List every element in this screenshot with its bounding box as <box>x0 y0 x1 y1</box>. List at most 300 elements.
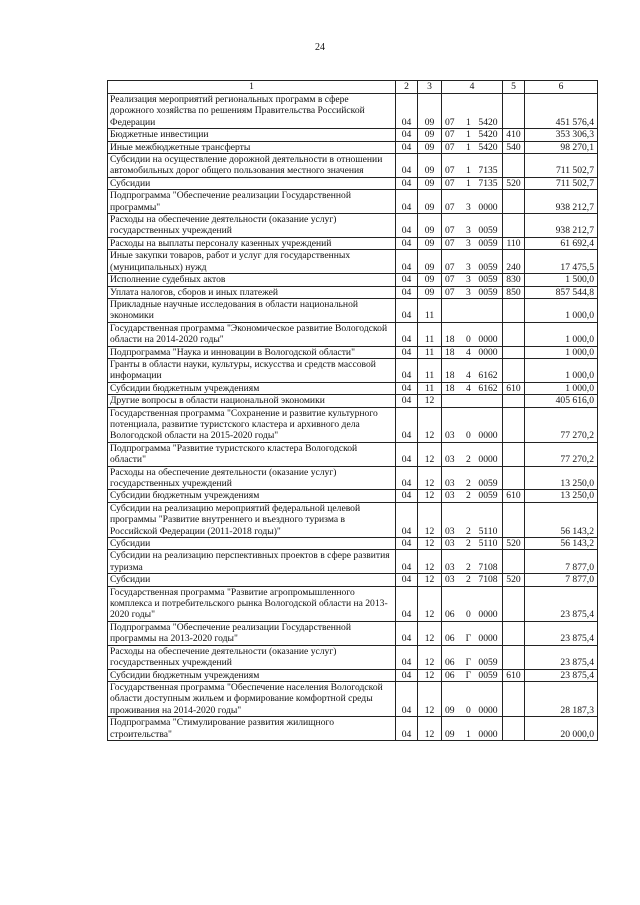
target-article-code <box>442 645 503 669</box>
expense-type-code <box>503 298 525 322</box>
amount: 23 875,4 <box>525 621 598 645</box>
subsection-code: 11 <box>418 358 442 382</box>
subprogram-code: 4 <box>465 346 471 358</box>
target-article-code <box>442 574 503 586</box>
table-row <box>108 141 598 153</box>
program-code: 07 <box>445 274 455 286</box>
direction-code: 0000 <box>478 609 498 621</box>
direction-code: 6162 <box>478 382 498 394</box>
table-row <box>108 407 598 442</box>
table-row <box>108 177 598 189</box>
expense-type-code <box>503 466 525 490</box>
amount: 1 000,0 <box>525 346 598 358</box>
item-name: Подпрограмма "Развитие туристского кластера Вологодской области" <box>108 442 396 466</box>
section-code: 04 <box>396 669 418 681</box>
header-row <box>108 81 598 94</box>
item-name: Иные закупки товаров, работ и услуг для государственных (муниципальных) нужд <box>108 250 396 274</box>
program-code: 07 <box>445 261 455 273</box>
header-col-4: 4 <box>442 81 503 94</box>
subsection-code: 09 <box>418 154 442 178</box>
subsection-code: 12 <box>418 717 442 741</box>
section-code: 04 <box>396 177 418 189</box>
subprogram-code: 4 <box>465 370 471 382</box>
program-code: 06 <box>445 609 455 621</box>
header-col-3: 3 <box>418 81 442 94</box>
subsection-code: 12 <box>418 550 442 574</box>
subprogram-code: 1 <box>465 728 471 740</box>
subprogram-code: 2 <box>465 561 471 573</box>
target-article-code <box>442 286 503 298</box>
item-name: Субсидии <box>108 574 396 586</box>
amount: 1 000,0 <box>525 358 598 382</box>
section-code: 04 <box>396 395 418 407</box>
direction-code: 0000 <box>478 728 498 740</box>
target-article-code <box>442 382 503 394</box>
expense-type-code: 850 <box>503 286 525 298</box>
subsection-code: 11 <box>418 298 442 322</box>
amount: 7 877,0 <box>525 574 598 586</box>
section-code: 04 <box>396 190 418 214</box>
section-code: 04 <box>396 250 418 274</box>
subsection-code: 09 <box>418 250 442 274</box>
expense-type-code <box>503 407 525 442</box>
table-row <box>108 382 598 394</box>
subsection-code: 09 <box>418 190 442 214</box>
table-body <box>108 94 598 741</box>
target-article-code <box>442 141 503 153</box>
subsection-code: 11 <box>418 346 442 358</box>
direction-code: 0059 <box>478 669 498 681</box>
program-code: 03 <box>445 538 455 550</box>
subprogram-code: 3 <box>465 286 471 298</box>
program-code: 03 <box>445 430 455 442</box>
amount: 1 000,0 <box>525 298 598 322</box>
program-code: 18 <box>445 346 455 358</box>
program-code: 06 <box>445 633 455 645</box>
item-name: Подпрограмма "Обеспечение реализации Государственной программы на 2013-2020 годы" <box>108 621 396 645</box>
direction-code: 0059 <box>478 225 498 237</box>
table-row <box>108 538 598 550</box>
section-code: 04 <box>396 94 418 129</box>
expense-type-code <box>503 621 525 645</box>
subprogram-code: 1 <box>465 165 471 177</box>
direction-code: 0000 <box>478 454 498 466</box>
amount: 13 250,0 <box>525 490 598 502</box>
item-name: Расходы на обеспечение деятельности (оказание услуг) государственных учреждений <box>108 466 396 490</box>
table-row <box>108 645 598 669</box>
program-code: 07 <box>445 225 455 237</box>
section-code: 04 <box>396 550 418 574</box>
expense-type-code: 110 <box>503 237 525 249</box>
expense-type-code: 610 <box>503 382 525 394</box>
subsection-code: 09 <box>418 177 442 189</box>
subprogram-code: 0 <box>465 430 471 442</box>
direction-code: 0059 <box>478 237 498 249</box>
section-code: 04 <box>396 407 418 442</box>
subsection-code: 12 <box>418 538 442 550</box>
item-name: Подпрограмма "Наука и инновации в Вологодской области" <box>108 346 396 358</box>
target-article-code <box>442 669 503 681</box>
table-row <box>108 586 598 621</box>
expense-type-code: 610 <box>503 490 525 502</box>
program-code: 07 <box>445 177 455 189</box>
item-name: Прикладные научные исследования в области национальной экономики <box>108 298 396 322</box>
item-name: Субсидии <box>108 177 396 189</box>
table-row <box>108 466 598 490</box>
direction-code: 0000 <box>478 633 498 645</box>
section-code: 04 <box>396 538 418 550</box>
target-article-code <box>442 407 503 442</box>
item-name: Уплата налогов, сборов и иных платежей <box>108 286 396 298</box>
subsection-code: 09 <box>418 129 442 141</box>
target-article-code <box>442 395 503 407</box>
expense-type-code: 240 <box>503 250 525 274</box>
table-row <box>108 621 598 645</box>
subprogram-code: 3 <box>465 274 471 286</box>
section-code: 04 <box>396 286 418 298</box>
subprogram-code: 3 <box>465 201 471 213</box>
item-name: Расходы на обеспечение деятельности (оказание услуг) государственных учреждений <box>108 645 396 669</box>
expense-type-code <box>503 442 525 466</box>
section-code: 04 <box>396 574 418 586</box>
subsection-code: 09 <box>418 94 442 129</box>
table-row <box>108 154 598 178</box>
amount: 61 692,4 <box>525 237 598 249</box>
subsection-code: 12 <box>418 442 442 466</box>
direction-code: 5420 <box>478 141 498 153</box>
expense-type-code: 410 <box>503 129 525 141</box>
target-article-code <box>442 322 503 346</box>
table-row <box>108 395 598 407</box>
table-row <box>108 94 598 129</box>
subprogram-code: 3 <box>465 225 471 237</box>
section-code: 04 <box>396 502 418 537</box>
direction-code: 5420 <box>478 116 498 128</box>
section-code: 04 <box>396 382 418 394</box>
item-name: Расходы на обеспечение деятельности (оказание услуг) государственных учреждений <box>108 214 396 238</box>
amount: 56 143,2 <box>525 502 598 537</box>
subprogram-code: 3 <box>465 237 471 249</box>
amount: 77 270,2 <box>525 442 598 466</box>
amount: 23 875,4 <box>525 645 598 669</box>
header-col-6: 6 <box>525 81 598 94</box>
target-article-code <box>442 490 503 502</box>
page-number: 24 <box>315 42 325 53</box>
target-article-code <box>442 681 503 716</box>
subprogram-code: 2 <box>465 490 471 502</box>
expense-type-code <box>503 190 525 214</box>
item-name: Субсидии <box>108 538 396 550</box>
target-article-code <box>442 621 503 645</box>
program-code: 03 <box>445 454 455 466</box>
target-article-code <box>442 717 503 741</box>
subprogram-code: 1 <box>465 177 471 189</box>
table-row <box>108 442 598 466</box>
table-row <box>108 129 598 141</box>
direction-code: 0059 <box>478 274 498 286</box>
subsection-code: 09 <box>418 214 442 238</box>
header-col-5: 5 <box>503 81 525 94</box>
expense-type-code <box>503 717 525 741</box>
section-code: 04 <box>396 154 418 178</box>
expense-type-code <box>503 214 525 238</box>
subsection-code: 12 <box>418 395 442 407</box>
section-code: 04 <box>396 274 418 286</box>
program-code: 07 <box>445 165 455 177</box>
subprogram-code: 0 <box>465 609 471 621</box>
subprogram-code: 1 <box>465 116 471 128</box>
subsection-code: 09 <box>418 141 442 153</box>
item-name: Бюджетные инвестиции <box>108 129 396 141</box>
item-name: Подпрограмма "Обеспечение реализации Государственной программы" <box>108 190 396 214</box>
program-code: 03 <box>445 561 455 573</box>
item-name: Субсидии на осуществление дорожной деятельности в отношении автомобильных дорог общего пользования местного значения <box>108 154 396 178</box>
subprogram-code: 2 <box>465 478 471 489</box>
program-code: 07 <box>445 141 455 153</box>
amount: 20 000,0 <box>525 717 598 741</box>
section-code: 04 <box>396 717 418 741</box>
table-row <box>108 669 598 681</box>
amount: 28 187,3 <box>525 681 598 716</box>
section-code: 04 <box>396 442 418 466</box>
expense-type-code <box>503 154 525 178</box>
subprogram-code: 1 <box>465 141 471 153</box>
subprogram-code: 4 <box>465 382 471 394</box>
amount: 13 250,0 <box>525 466 598 490</box>
expense-type-code: 610 <box>503 669 525 681</box>
subsection-code: 12 <box>418 621 442 645</box>
subsection-code: 12 <box>418 490 442 502</box>
expense-type-code <box>503 395 525 407</box>
expense-type-code <box>503 94 525 129</box>
section-code: 04 <box>396 214 418 238</box>
target-article-code <box>442 274 503 286</box>
item-name: Иные межбюджетные трансферты <box>108 141 396 153</box>
table-row <box>108 322 598 346</box>
direction-code: 0059 <box>478 261 498 273</box>
section-code: 04 <box>396 346 418 358</box>
section-code: 04 <box>396 322 418 346</box>
item-name: Реализация мероприятий региональных программ в сфере дорожного хозяйства по решениям Правительства Российской Федерации <box>108 94 396 129</box>
amount: 938 212,7 <box>525 190 598 214</box>
direction-code: 7108 <box>478 561 498 573</box>
direction-code: 5110 <box>478 525 498 537</box>
table-row <box>108 214 598 238</box>
target-article-code <box>442 358 503 382</box>
section-code: 04 <box>396 358 418 382</box>
section-code: 04 <box>396 586 418 621</box>
subprogram-code: Г <box>465 657 472 669</box>
program-code: 06 <box>445 669 455 681</box>
program-code: 03 <box>445 490 455 502</box>
table-row <box>108 346 598 358</box>
direction-code: 7135 <box>478 165 498 177</box>
table-row <box>108 490 598 502</box>
section-code: 04 <box>396 490 418 502</box>
amount: 857 544,8 <box>525 286 598 298</box>
direction-code: 7108 <box>478 574 498 586</box>
target-article-code <box>442 237 503 249</box>
section-code: 04 <box>396 466 418 490</box>
subsection-code: 09 <box>418 274 442 286</box>
subsection-code: 12 <box>418 574 442 586</box>
item-name: Субсидии на реализацию перспективных проектов в сфере развития туризма <box>108 550 396 574</box>
subprogram-code: Г <box>465 669 472 681</box>
program-code: 07 <box>445 129 455 141</box>
direction-code: 0059 <box>478 490 498 502</box>
section-code: 04 <box>396 141 418 153</box>
table-row <box>108 237 598 249</box>
program-code: 03 <box>445 525 455 537</box>
target-article-code <box>442 586 503 621</box>
item-name: Гранты в области науки, культуры, искусства и средств массовой информации <box>108 358 396 382</box>
direction-code: 6162 <box>478 370 498 382</box>
expense-type-code <box>503 550 525 574</box>
amount: 17 475,5 <box>525 250 598 274</box>
section-code: 04 <box>396 129 418 141</box>
amount: 77 270,2 <box>525 407 598 442</box>
table-row <box>108 274 598 286</box>
program-code: 09 <box>445 728 455 740</box>
item-name: Субсидии бюджетным учреждениям <box>108 382 396 394</box>
section-code: 04 <box>396 237 418 249</box>
item-name: Подпрограмма "Стимулирование развития жилищного строительства" <box>108 717 396 741</box>
item-name: Субсидии бюджетным учреждениям <box>108 669 396 681</box>
table-row <box>108 681 598 716</box>
amount: 23 875,4 <box>525 586 598 621</box>
subprogram-code: Г <box>465 633 472 645</box>
program-code: 18 <box>445 382 455 394</box>
target-article-code <box>442 250 503 274</box>
program-code: 07 <box>445 116 455 128</box>
subprogram-code: 2 <box>465 525 471 537</box>
expense-type-code <box>503 346 525 358</box>
table-row <box>108 502 598 537</box>
subsection-code: 12 <box>418 407 442 442</box>
target-article-code <box>442 550 503 574</box>
target-article-code <box>442 94 503 129</box>
expense-type-code: 540 <box>503 141 525 153</box>
target-article-code <box>442 214 503 238</box>
amount: 451 576,4 <box>525 94 598 129</box>
direction-code: 5110 <box>478 538 498 550</box>
table-row <box>108 717 598 741</box>
amount: 405 616,0 <box>525 395 598 407</box>
header-col-2: 2 <box>396 81 418 94</box>
subsection-code: 12 <box>418 645 442 669</box>
subprogram-code: 2 <box>465 538 471 550</box>
table-row <box>108 358 598 382</box>
amount: 98 270,1 <box>525 141 598 153</box>
item-name: Субсидии на реализацию мероприятий федеральной целевой программы "Развитие внутреннего и въездного туризма в Российской Федерации (2011-2018 годы)" <box>108 502 396 537</box>
direction-code: 0059 <box>478 478 498 489</box>
expense-type-code <box>503 502 525 537</box>
expense-type-code <box>503 645 525 669</box>
direction-code: 7135 <box>478 177 498 189</box>
subsection-code: 12 <box>418 669 442 681</box>
table-row <box>108 574 598 586</box>
program-code: 07 <box>445 237 455 249</box>
direction-code: 0000 <box>478 346 498 358</box>
target-article-code <box>442 502 503 537</box>
program-code: 03 <box>445 574 455 586</box>
amount: 1 500,0 <box>525 274 598 286</box>
amount: 938 212,7 <box>525 214 598 238</box>
section-code: 04 <box>396 645 418 669</box>
table-row <box>108 250 598 274</box>
direction-code: 0000 <box>478 704 498 716</box>
expense-type-code: 520 <box>503 538 525 550</box>
program-code: 06 <box>445 657 455 669</box>
expense-type-code: 520 <box>503 574 525 586</box>
direction-code: 0059 <box>478 657 498 669</box>
expense-type-code <box>503 586 525 621</box>
target-article-code <box>442 442 503 466</box>
subsection-code: 11 <box>418 382 442 394</box>
table-row <box>108 550 598 574</box>
subsection-code: 12 <box>418 681 442 716</box>
item-name: Государственная программа "Экономическое развитие Вологодской области на 2014-2020 годы" <box>108 322 396 346</box>
item-name: Государственная программа "Развитие агропромышленного комплекса и потребительского рынка Вологодской области на 2013-2020 годы" <box>108 586 396 621</box>
item-name: Другие вопросы в области национальной экономики <box>108 395 396 407</box>
amount: 56 143,2 <box>525 538 598 550</box>
target-article-code <box>442 538 503 550</box>
amount: 711 502,7 <box>525 154 598 178</box>
table-row <box>108 190 598 214</box>
subprogram-code: 3 <box>465 261 471 273</box>
budget-table <box>107 80 598 741</box>
amount: 353 306,3 <box>525 129 598 141</box>
expense-type-code <box>503 322 525 346</box>
item-name: Государственная программа "Обеспечение населения Вологодской области доступным жильем и формирование комфортной среды проживания на 2014-2020 годы" <box>108 681 396 716</box>
direction-code: 0000 <box>478 430 498 442</box>
table-header <box>108 81 598 94</box>
section-code: 04 <box>396 298 418 322</box>
subprogram-code: 0 <box>465 334 471 346</box>
expense-type-code: 520 <box>503 177 525 189</box>
direction-code: 0000 <box>478 334 498 346</box>
program-code: 07 <box>445 201 455 213</box>
direction-code: 0059 <box>478 286 498 298</box>
subsection-code: 09 <box>418 237 442 249</box>
program-code: 18 <box>445 334 455 346</box>
item-name: Расходы на выплаты персоналу казенных учреждений <box>108 237 396 249</box>
item-name: Государственная программа "Сохранение и развитие культурного потенциала, развитие туристского кластера и архивного дела Вологодской области на 2015-2020 годы" <box>108 407 396 442</box>
table-row <box>108 298 598 322</box>
subsection-code: 09 <box>418 286 442 298</box>
header-col-1: 1 <box>108 81 396 94</box>
target-article-code <box>442 154 503 178</box>
expense-type-code <box>503 358 525 382</box>
program-code: 09 <box>445 704 455 716</box>
amount: 7 877,0 <box>525 550 598 574</box>
program-code: 03 <box>445 478 455 489</box>
subprogram-code: 2 <box>465 454 471 466</box>
item-name: Субсидии бюджетным учреждениям <box>108 490 396 502</box>
target-article-code <box>442 346 503 358</box>
subprogram-code: 1 <box>465 129 471 141</box>
program-code: 07 <box>445 286 455 298</box>
expense-type-code: 830 <box>503 274 525 286</box>
target-article-code <box>442 466 503 490</box>
section-code: 04 <box>396 621 418 645</box>
table-row <box>108 286 598 298</box>
expense-type-code <box>503 681 525 716</box>
subprogram-code: 0 <box>465 704 471 716</box>
amount: 1 000,0 <box>525 382 598 394</box>
target-article-code <box>442 190 503 214</box>
subsection-code: 12 <box>418 466 442 490</box>
